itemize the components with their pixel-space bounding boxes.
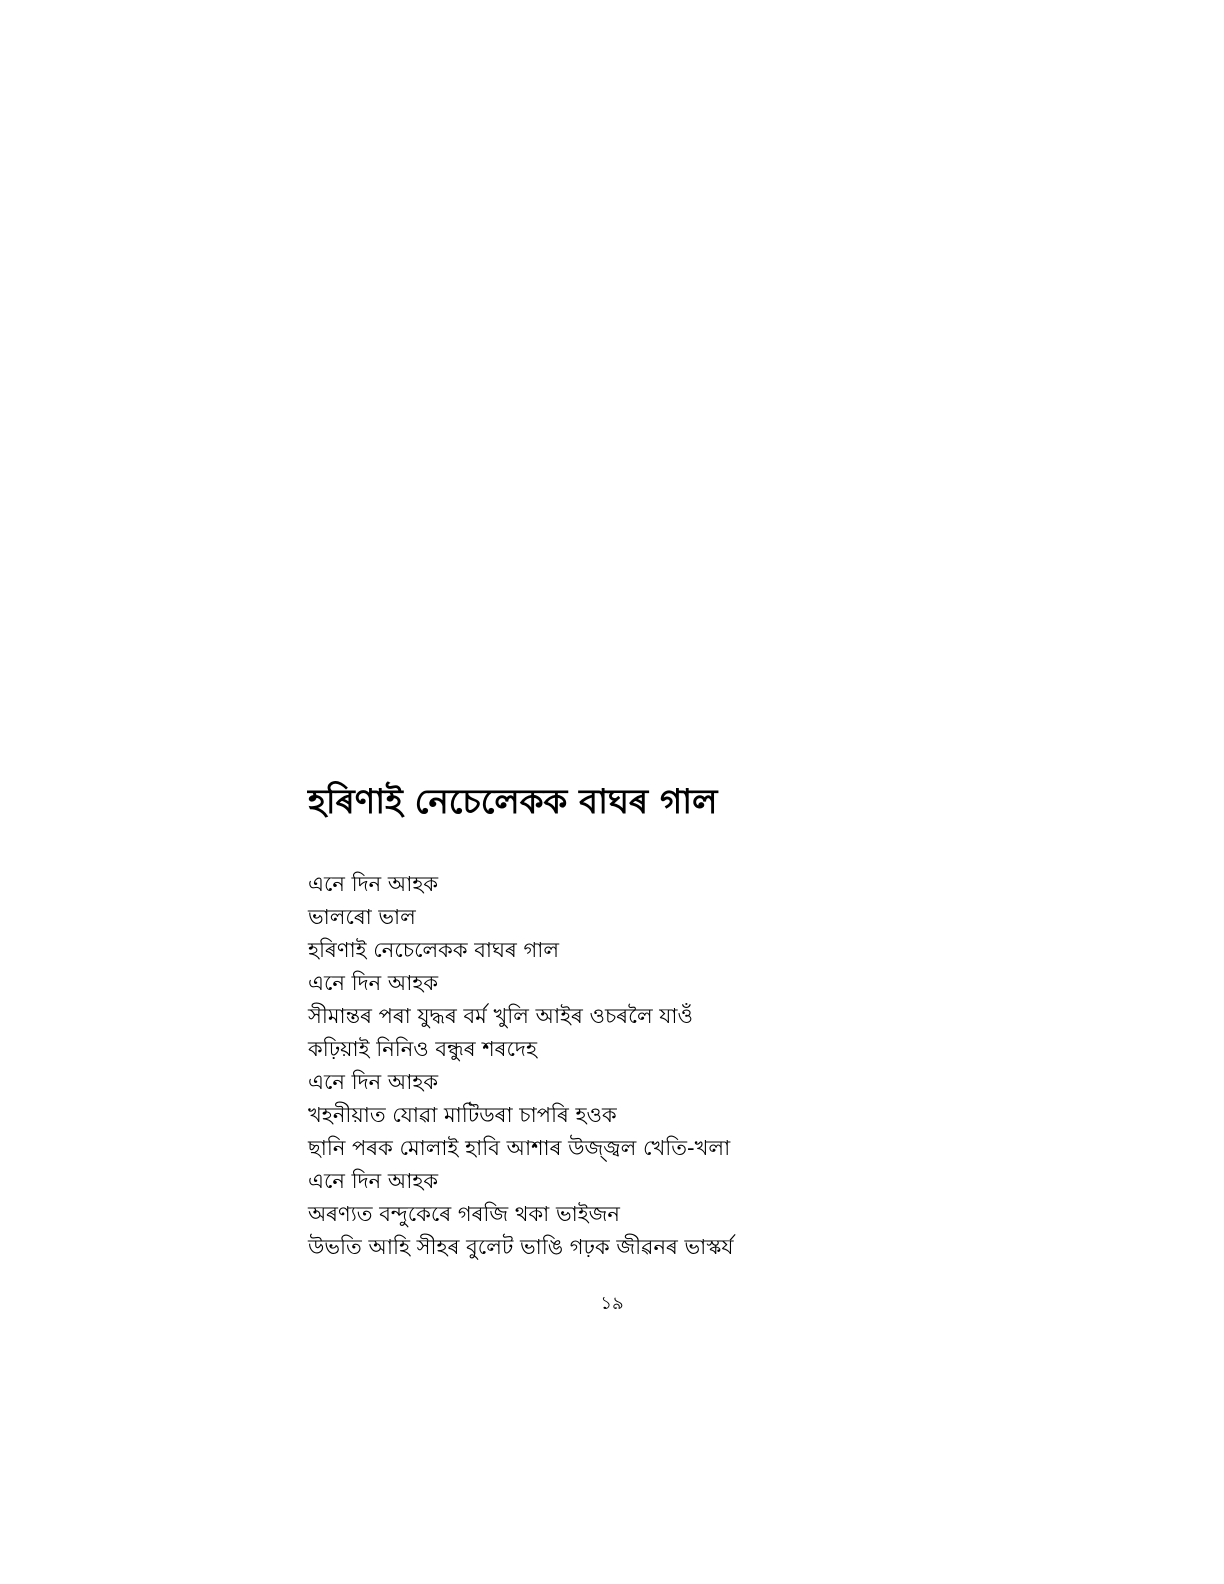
poem-line: এনে দিন আহক [308,1169,439,1193]
poem-line: খহনীয়াত যোৱা মাটিডৰা চাপৰি হওক [308,1103,617,1127]
poem-line: হৰিণাই নেচেলেকক বাঘৰ গাল [308,938,559,962]
poem-line: উভতি আহি সীহৰ বুলেট ভাঙি গঢ়ক জীৱনৰ ভাস্কৰ্য [308,1235,734,1259]
poem-line: এনে দিন আহক [308,872,439,896]
poem-line: এনে দিন আহক [308,971,439,995]
poem-line: অৰণ্যত বন্দুকেৰে গৰজি থকা ভাইজন [308,1202,620,1226]
poem-line: ছানি পৰক মোলাই হাবি আশাৰ উজ্জ্বল খেতি-খলা [308,1136,731,1160]
poem-line: ভালৰো ভাল [308,905,416,929]
page-number: ১৯ [600,1293,624,1314]
poem-line: কঢ়িয়াই নিনিও বন্ধুৰ শৰদেহ [308,1037,537,1061]
poem-title: হৰিণাই নেচেলেকক বাঘৰ গাল [308,782,718,822]
poem-body [308,868,733,1264]
poem-line: সীমান্তৰ পৰা যুদ্ধৰ বৰ্ম খুলি আইৰ ওচৰলৈ যাওঁ [308,1004,693,1028]
poem-line: এনে দিন আহক [308,1070,439,1094]
